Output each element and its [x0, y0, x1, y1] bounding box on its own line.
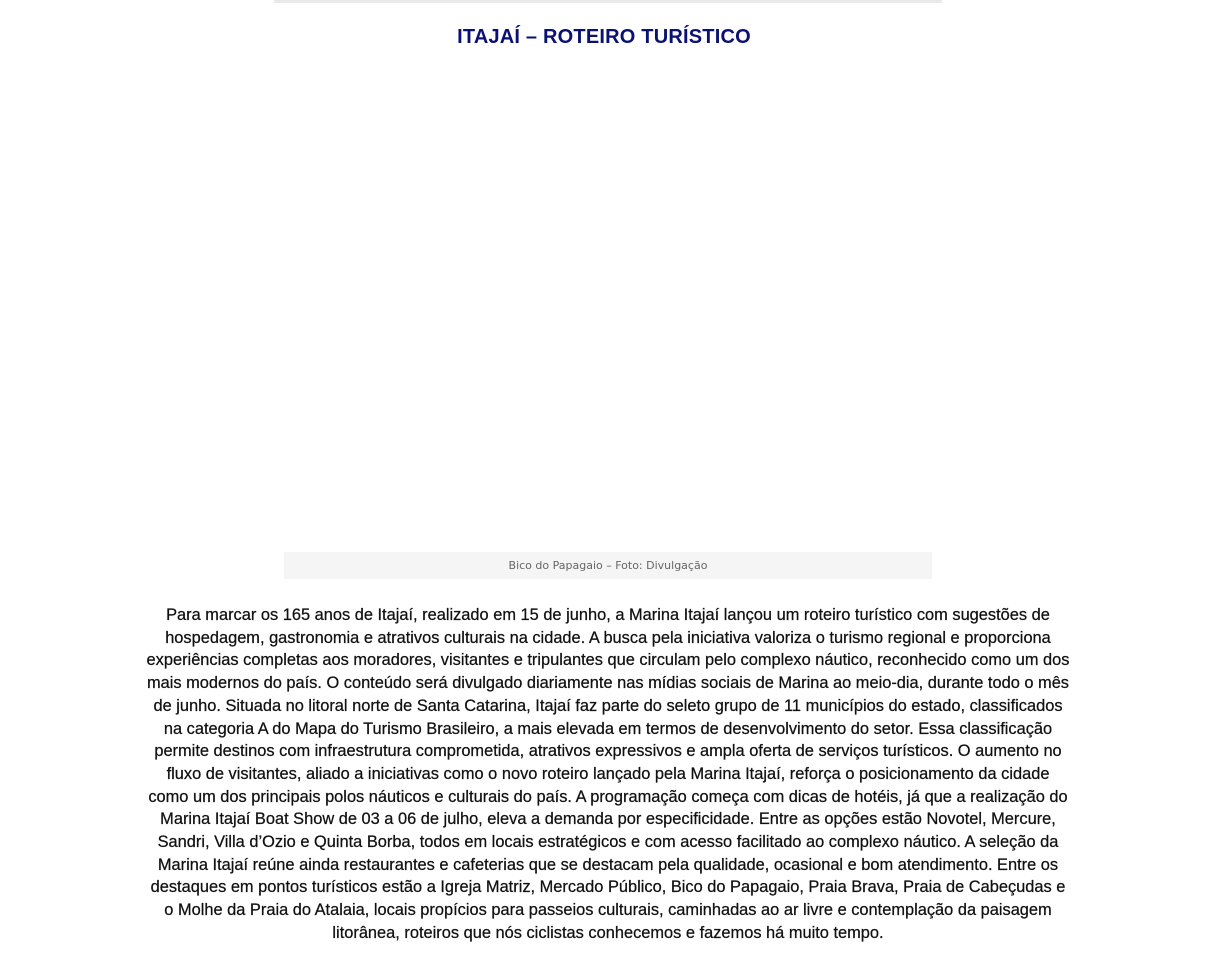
- image-caption: Bico do Papagaio – Foto: Divulgação: [284, 552, 932, 579]
- article-body: Para marcar os 165 anos de Itajaí, realizado em 15 de junho, a Marina Itajaí lançou um roteiro turístico com sugestões de hospedagem, gastronomia e atrativos culturais na cidade. A busca pela iniciativa valoriza o turismo regional e proporciona experiências completas aos moradores, visitantes e tripulantes que circulam pelo complexo náutico, reconhecido como um dos mais modernos do país. O conteúdo será divulgado diariamente nas mídias sociais de Marina ao meio-dia, durante todo o mês de junho. Situada no litoral norte de Santa Catarina, Itajaí faz parte do seleto grupo de 11 municípios do estado, classificados na categoria A do Mapa do Turismo Brasileiro, a mais elevada em termos de desenvolvimento do setor. Essa classificação permite destinos com infraestrutura comprometida, atrativos expressivos e ampla oferta de serviços turísticos. O aumento no fluxo de visitantes, aliado a iniciativas como o novo roteiro lançado pela Marina Itajaí, reforça o posicionamento da cidade como um dos principais polos náuticos e culturais do país. A programação começa com dicas de hotéis, já que a realização do Marina Itajaí Boat Show de 03 a 06 de julho, eleva a demanda por especificidade. Entre as opções estão Novotel, Mercure, Sandri, Villa d’Ozio e Quinta Borba, todos em locais estratégicos e com acesso facilitado ao complexo náutico. A seleção da Marina Itajaí reúne ainda restaurantes e cafeterias que se destacam pela qualidade, ocasional e bom atendimento. Entre os destaques em pontos turísticos estão a Igreja Matriz, Mercado Público, Bico do Papagaio, Praia Brava, Praia de Cabeçudas e o Molhe da Praia do Atalaia, locais propícios para passeios culturais, caminhadas ao ar livre e contemplação da paisagem litorânea, roteiros que nós ciclistas conhecemos e fazemos há muito tempo.: [146, 606, 1070, 942]
- article-title: ITAJAÍ – ROTEIRO TURÍSTICO: [457, 26, 751, 48]
- article-image: [284, 62, 932, 552]
- top-divider: [274, 0, 942, 3]
